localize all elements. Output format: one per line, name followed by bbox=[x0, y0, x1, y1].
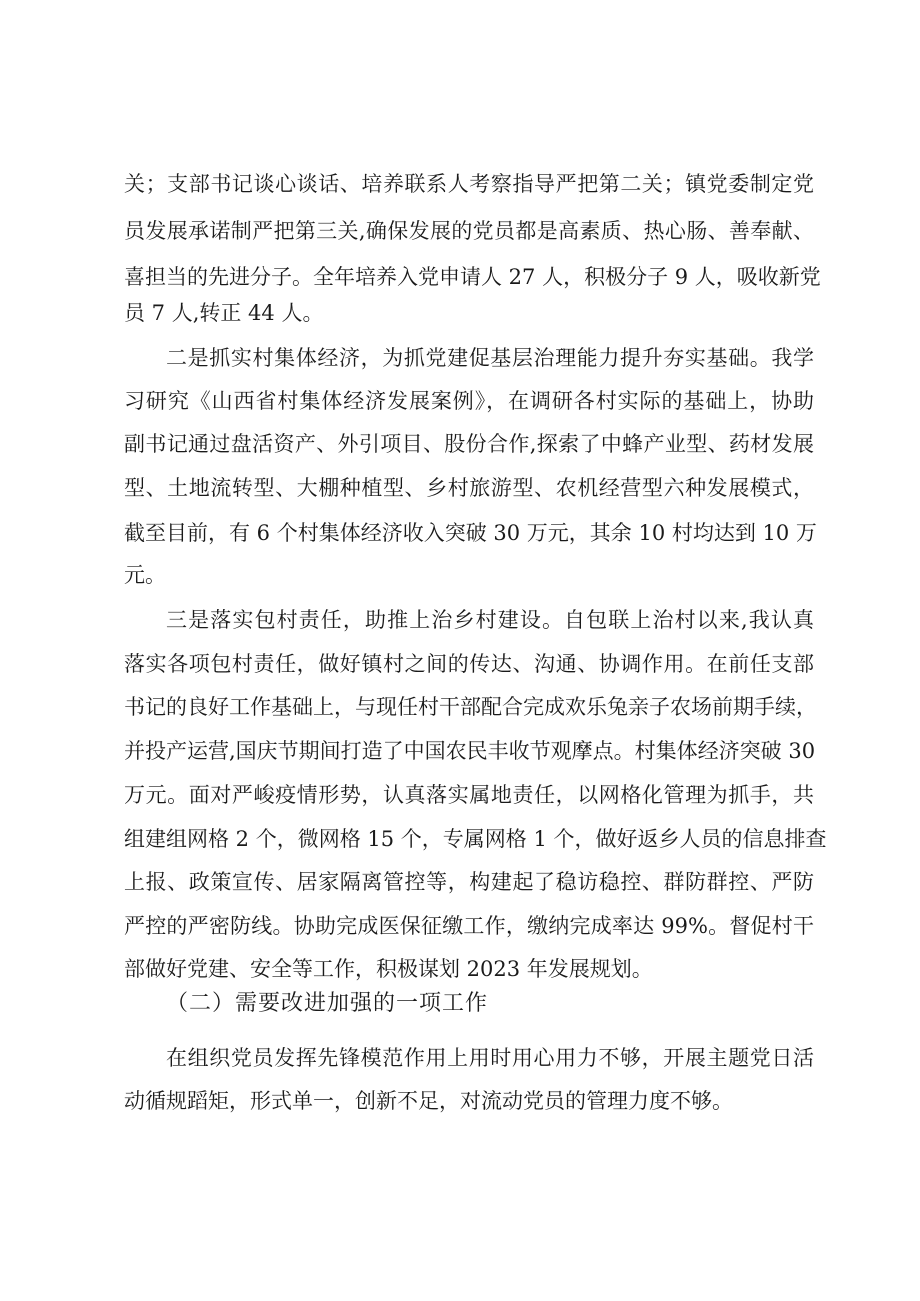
body-text-line: 习研究《山西省村集体经济发展案例》，在调研各村实际的基础上，协助 bbox=[124, 389, 814, 413]
body-text-line: 喜担当的先进分子。全年培养入党申请人 27 人，积极分子 9 人，吸收新党 bbox=[124, 265, 821, 289]
body-text-line: 组建组网格 2 个，微网格 15 个，专属网格 1 个，做好返乡人员的信息排查 bbox=[124, 827, 827, 851]
body-text-line: 万元。面对严峻疫情形势，认真落实属地责任，以网格化管理为抓手，共 bbox=[124, 783, 814, 807]
body-text-line: 部做好党建、安全等工作，积极谋划 2023 年发展规划。 bbox=[124, 957, 653, 981]
body-text-line: 并投产运营,国庆节期间打造了中国农民丰收节观摩点。村集体经济突破 30 bbox=[124, 739, 816, 763]
body-text-line: 副书记通过盘活资产、外引项目、股份合作,探索了中蜂产业型、药材发展 bbox=[124, 432, 814, 456]
body-text-line: 元。 bbox=[124, 563, 166, 587]
body-text-line: 型、土地流转型、大棚种植型、乡村旅游型、农机经营型六种发展模式， bbox=[124, 476, 814, 500]
body-text-line: 员 7 人,转正 44 人。 bbox=[124, 301, 324, 325]
body-text-line: 二是抓实村集体经济，为抓党建促基层治理能力提升夯实基础。我学 bbox=[166, 346, 814, 370]
body-text-line: 书记的良好工作基础上，与现任村干部配合完成欢乐兔亲子农场前期手续， bbox=[124, 695, 817, 719]
body-text-line: 员发展承诺制严把第三关,确保发展的党员都是高素质、热心肠、善奉献、 bbox=[124, 219, 814, 243]
body-text-line: 三是落实包村责任，助推上治乡村建设。自包联上治村以来,我认真 bbox=[166, 608, 814, 632]
body-text-line: 上报、政策宣传、居家隔离管控等，构建起了稳访稳控、群防群控、严防 bbox=[124, 870, 814, 894]
section-heading: （二）需要改进加强的一项工作 bbox=[166, 991, 489, 1016]
body-text-line: 在组织党员发挥先锋模范作用上用时用心用力不够，开展主题党日活 bbox=[166, 1046, 814, 1070]
body-text-line: 截至目前，有 6 个村集体经济收入突破 30 万元，其余 10 村均达到 10 万 bbox=[124, 521, 817, 545]
body-text-line: 严控的严密防线。协助完成医保征缴工作，缴纳完成率达 99%。督促村干 bbox=[124, 914, 814, 938]
body-text-line: 落实各项包村责任，做好镇村之间的传达、沟通、协调作用。在前任支部 bbox=[124, 652, 814, 676]
body-text-line: 关；支部书记谈心谈话、培养联系人考察指导严把第二关；镇党委制定党 bbox=[124, 172, 814, 196]
body-text-line: 动循规蹈矩，形式单一，创新不足，对流动党员的管理力度不够。 bbox=[124, 1089, 733, 1113]
